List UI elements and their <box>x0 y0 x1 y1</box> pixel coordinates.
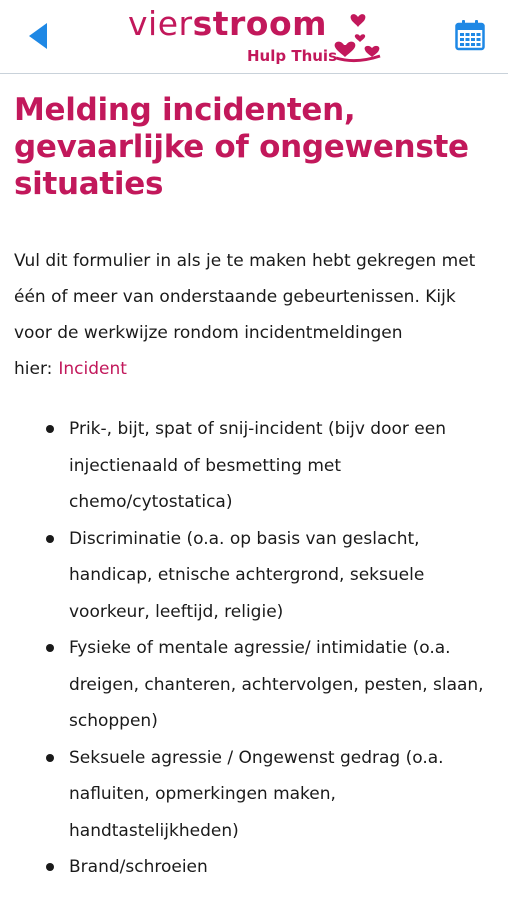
list-item <box>14 740 494 850</box>
list-item-text: Brand/schroeien <box>69 857 208 877</box>
list-item <box>14 849 494 886</box>
back-button[interactable] <box>22 18 54 54</box>
intro-paragraph <box>14 243 494 387</box>
list-item-text: Seksuele agressie / Ongewenst gedrag (o.a. nafluiten, opmerkingen maken, handtastelijkheden) <box>69 747 444 841</box>
app-header <box>0 0 508 74</box>
list-item <box>14 411 494 521</box>
logo-word-light: vier <box>128 4 193 43</box>
logo-hearts-icon <box>330 8 386 66</box>
bullet-icon <box>46 425 54 433</box>
back-arrow-icon <box>27 21 49 51</box>
logo-wordmark <box>128 4 327 44</box>
bullet-icon <box>46 644 54 652</box>
logo-subtitle: Hulp Thuis <box>247 47 337 65</box>
intro-text: Vul dit formulier in als je te maken hebt gekregen met één of meer van onderstaande gebeurtenissen. Kijk voor de werkwijze rondom incidentmeldingen hier: <box>14 251 476 379</box>
list-item-text: Fysieke of mentale agressie/ intimidatie (o.a. dreigen, chanteren, achtervolgen, pesten, slaan, schoppen) <box>69 638 484 731</box>
incident-link[interactable]: Incident <box>58 359 127 379</box>
page-content <box>14 92 494 886</box>
page-title: Melding incidenten, gevaarlijke of ongewenste situaties <box>14 92 469 202</box>
logo-word-bold: stroom <box>192 4 327 43</box>
bullet-icon <box>46 863 54 871</box>
list-item <box>14 521 494 631</box>
calendar-icon <box>455 19 485 51</box>
list-item-text: Discriminatie (o.a. op basis van geslacht, handicap, etnische achtergrond, seksuele voorkeur, leeftijd, religie) <box>69 528 425 622</box>
bullet-icon <box>46 535 54 543</box>
list-item-text: Prik-, bijt, spat of snij-incident (bijv door een injectienaald of besmetting met chemo/cytostatica) <box>69 419 446 512</box>
list-item <box>14 630 494 740</box>
calendar-button[interactable] <box>455 19 485 51</box>
incident-type-list <box>14 411 494 886</box>
vierstroom-logo <box>128 4 388 68</box>
bullet-icon <box>46 754 54 762</box>
